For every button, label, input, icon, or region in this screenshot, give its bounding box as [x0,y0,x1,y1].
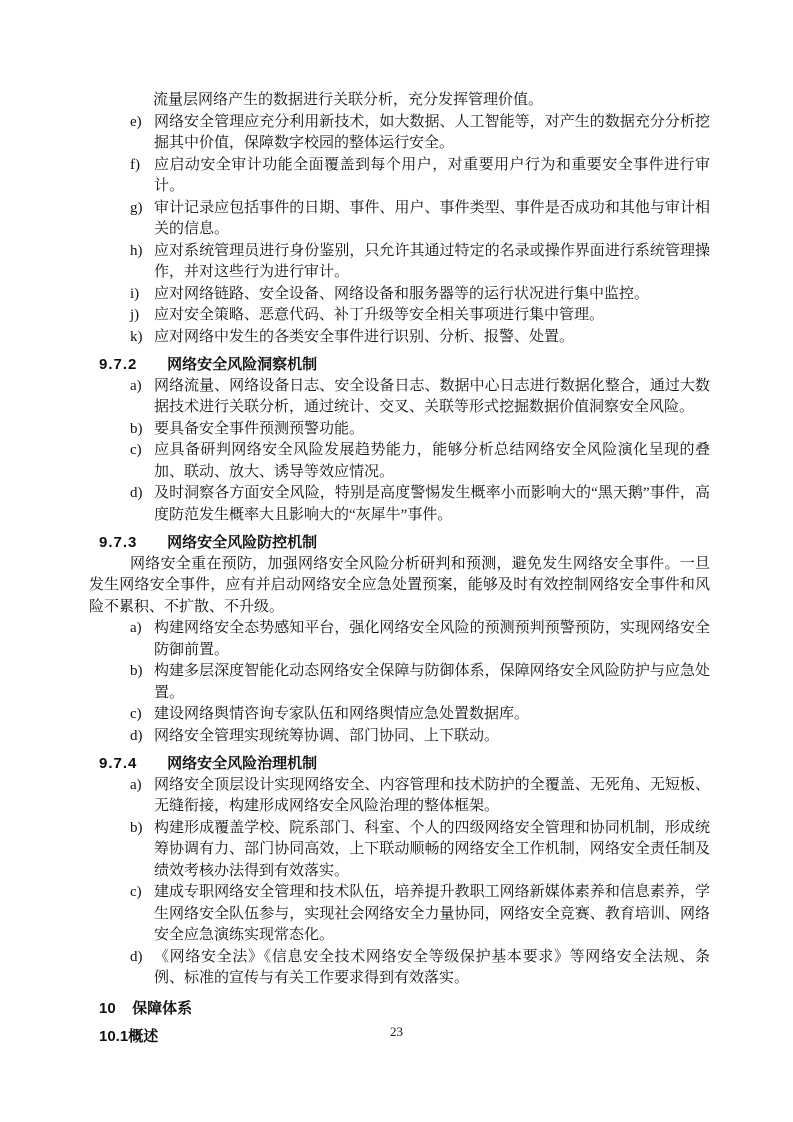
section-title: 网络安全风险防控机制 [167,534,318,551]
list-item-f [130,155,710,198]
list-item-text: 应对系统管理员进行身份鉴别，只允许其通过特定的名录或操作界面进行系统管理操作，并对这些行为进行审计。 [154,242,710,280]
section-number: 9.7.3 [99,534,138,551]
list-item-text: 网络安全管理实现统筹协调、部门协同、上下联动。 [154,727,500,744]
list-item-marker: d) [130,485,143,501]
section-heading-9-7-2 [99,354,710,376]
list-item-text: 应对网络链路、安全设备、网络设备和服务器等的运行状况进行集中监控。 [154,285,650,302]
page-number: 23 [390,1024,403,1039]
section-intro-paragraph: 网络安全重在预防，加强网络安全风险分析研判和预测，避免发生网络安全事件。一旦发生网络安全事件，应有并启动网络安全应急处置预案，能够及时有效控制网络安全事件和风险不累积、不扩散、不升级。 [89,555,710,615]
list-item-c [130,704,710,726]
list-item-text: 构建多层深度智能化动态网络安全保障与防御体系，保障网络安全风险防护与应急处置。 [154,663,710,701]
list-item-marker: a) [130,620,142,636]
list-item-d [130,947,710,990]
list-item-j [130,305,710,327]
section-heading-9-7-4 [99,753,710,775]
list-item-text: 要具备安全事件预测预警功能。 [154,420,365,437]
list-item-text: 网络安全管理应充分利用新技术，如大数据、人工智能等，对产生的数据充分分析挖掘其中价值，保障数字校园的整体运行安全。 [154,113,710,151]
list-item-text: 《网络安全法》《信息安全技术网络安全等级保护基本要求》等网络安全法规、条例、标准的宣传与有关工作要求得到有效落实。 [154,948,710,986]
list-item-h [130,241,710,284]
list-item-marker: j) [130,307,140,323]
list-item-k [130,327,710,349]
subsection-number: 10.1 [99,1028,129,1045]
section-title: 网络安全风险治理机制 [167,755,318,772]
list-item-text: 及时洞察各方面安全风险，特别是高度警惕发生概率小而影响大的“黑天鹅”事件，高度防范发生概率大且影响大的“灰犀牛”事件。 [154,485,710,523]
list-item-b [130,419,710,441]
list-item-text: 应具备研判网络安全风险发展趋势能力，能够分析总结网络安全风险演化呈现的叠加、联动、放大、诱导等效应情况。 [154,442,710,480]
list-item-c [130,882,710,947]
section-number: 9.7.2 [99,356,138,373]
list-item-g [130,198,710,241]
list-item-marker: c) [130,706,142,722]
section-number: 9.7.4 [99,755,138,772]
chapter-number: 10 [99,999,116,1017]
list-item-marker: e) [130,113,142,130]
list-item-text: 网络安全顶层设计实现网络安全、内容管理和技术防护的全覆盖、无死角、无短板、无缝衔接，构建形成网络安全风险治理的整体框架。 [154,776,710,814]
list-item-text: 应启动安全审计功能全面覆盖到每个用户，对重要用户行为和重要安全事件进行审计。 [154,156,710,194]
continuation-line: 流量层网络产生的数据进行关联分析，充分发挥管理价值。 [153,92,544,108]
list-item-text: 应对安全策略、恶意代码、补丁升级等安全相关事项进行集中管理。 [154,307,605,323]
list-item-b [130,818,710,883]
list-item-marker: i) [130,285,140,302]
list-item-d [130,483,710,526]
section-heading-9-7-3 [99,532,710,554]
list-item-marker: c) [130,442,142,458]
list-item-text: 审计记录应包括事件的日期、事件、用户、事件类型、事件是否成功和其他与审计相关的信息。 [154,199,710,237]
page-content [0,90,793,1048]
list-item-marker: f) [130,156,140,173]
list-item-marker: d) [130,948,143,965]
list-item-b [130,661,710,704]
list-item-text: 建成专职网络安全管理和技术队伍，培养提升教职工网络新媒体素养和信息素养，学生网络安全队伍参与，实现社会网络安全力量协同，网络安全竞赛、教育培训、网络安全应急演练实现常态化。 [154,884,710,943]
list-item-a [130,376,710,419]
list-item-d [130,726,710,748]
subsection-title: 概述 [128,1028,159,1045]
list-item-e [130,112,710,155]
list-item-marker: a) [130,377,142,394]
list-item-text: 网络流量、网络设备日志、安全设备日志、数据中心日志进行数据化整合，通过大数据技术进行关联分析，通过统计、交叉、关联等形式挖掘数据价值洞察安全风险。 [154,377,710,415]
list-item-i [130,284,710,306]
chapter-heading-10 [99,998,710,1020]
list-item-text: 建设网络舆情咨询专家队伍和网络舆情应急处置数据库。 [154,706,530,722]
list-item-marker: h) [130,242,143,259]
list-item-marker: k) [130,328,143,345]
list-item-marker: b) [130,663,143,679]
list-item-text: 构建形成覆盖学校、院系部门、科室、个人的四级网络安全管理和协同机制，形成统筹协调有力、部门协同高效，上下联动顺畅的网络安全工作机制，网络安全责任制及绩效考核办法得到有效落实。 [154,819,710,879]
list-item-marker: b) [130,420,143,437]
list-item-a [130,775,710,818]
list-item-marker: c) [130,884,142,900]
list-item-a [130,618,710,661]
list-item-marker: a) [130,776,142,793]
list-item-text: 构建网络安全态势感知平台，强化网络安全风险的预测预判预警预防，实现网络安全防御前置。 [154,620,710,658]
list-item-marker: g) [130,199,143,216]
list-item-c [130,440,710,483]
list-item-text: 应对网络中发生的各类安全事件进行识别、分析、报警、处置。 [154,328,575,345]
list-item-marker: d) [130,727,143,744]
chapter-title: 保障体系 [132,999,193,1017]
section-title: 网络安全风险洞察机制 [167,356,318,373]
list-item-marker: b) [130,819,143,836]
